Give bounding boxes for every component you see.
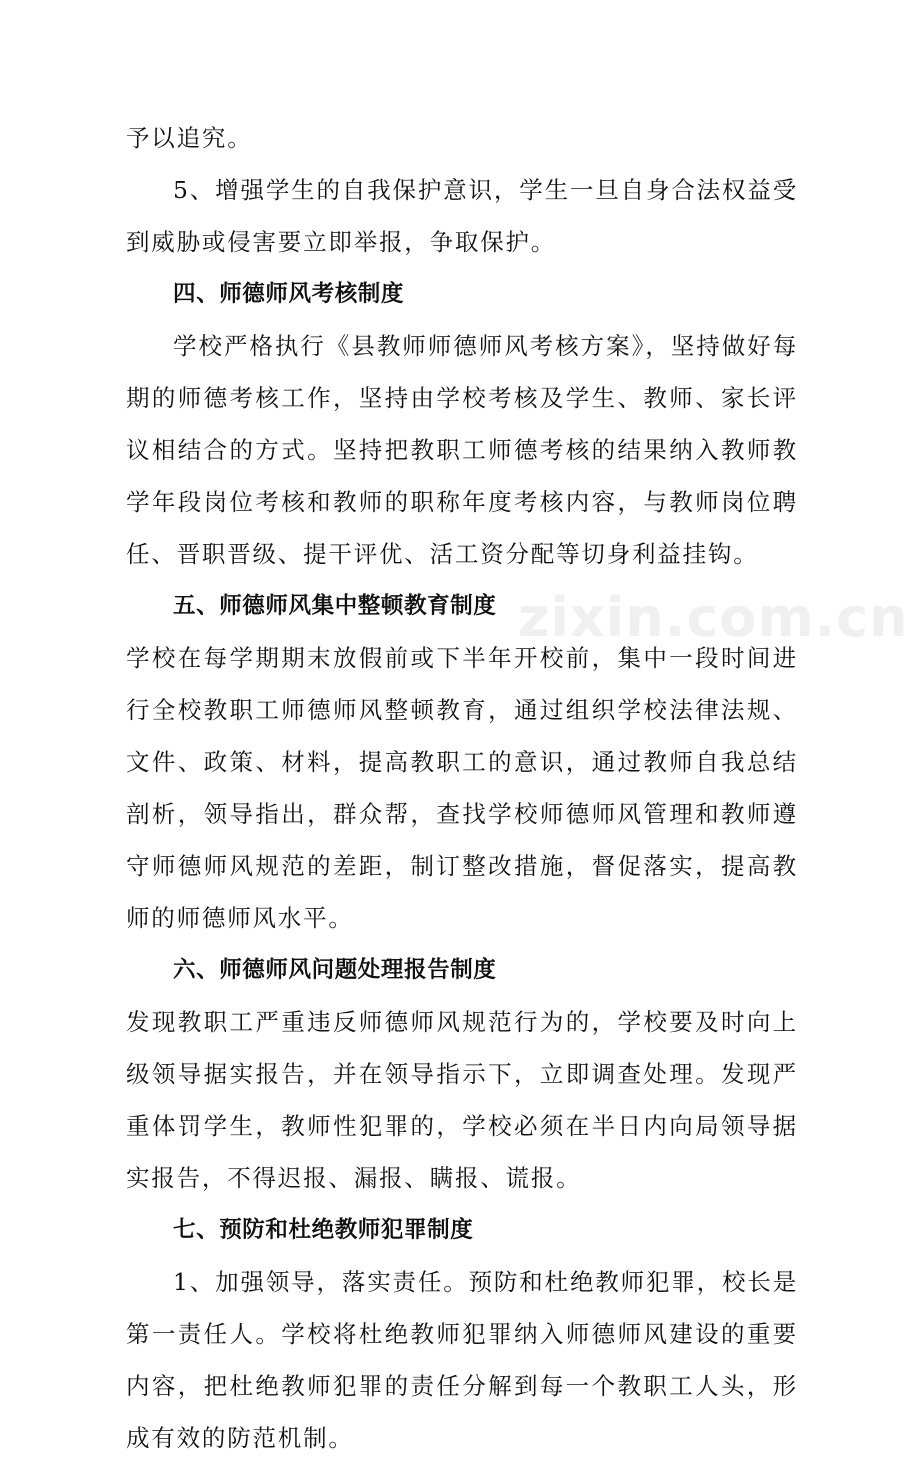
paragraph-continuation: 予以追究。 — [126, 124, 253, 152]
paragraph-self-protection: 5、增强学生的自我保护意识，学生一旦自身合法权益受到威胁或侵害要立即举报，争取保护。 — [126, 176, 798, 256]
paragraph-reporting: 发现教职工严重违反师德师风规范行为的，学校要及时向上级领导据实报告，并在领导指示下，立即调查处理。发现严重体罚学生，教师性犯罪的，学校必须在半日内向局领导据实报告，不得迟报、漏报、瞒报、谎报。 — [126, 1008, 798, 1192]
section-heading-4: 四、师德师风考核制度 — [173, 281, 405, 307]
section-heading-6: 六、师德师风问题处理报告制度 — [173, 957, 497, 983]
section-heading-5: 五、师德师风集中整顿教育制度 — [173, 593, 497, 619]
paragraph-prevention: 1、加强领导，落实责任。预防和杜绝教师犯罪，校长是第一责任人。学校将杜绝教师犯罪纳入师德师风建设的重要内容，把杜绝教师犯罪的责任分解到每一个教职工人头，形成有效的防范机制。 — [126, 1268, 798, 1452]
site-watermark: zixin.com.cn — [518, 586, 909, 649]
document-body — [126, 112, 798, 1464]
paragraph-rectification: 学校在每学期期末放假前或下半年开校前，集中一段时间进行全校教职工师德师风整顿教育，通过组织学校法律法规、文件、政策、材料，提高教职工的意识，通过教师自我总结剖析，领导指出，群众帮，查找学校师德师风管理和教师遵守师德师风规范的差距，制订整改措施，督促落实，提高教师的师德师风水平。 — [126, 644, 798, 932]
paragraph-assessment: 学校严格执行《县教师师德师风考核方案》，坚持做好每期的师德考核工作，坚持由学校考核及学生、教师、家长评议相结合的方式。坚持把教职工师德考核的结果纳入教师教学年段岗位考核和教师的职称年度考核内容，与教师岗位聘任、晋职晋级、提干评优、活工资分配等切身利益挂钩。 — [126, 332, 798, 568]
section-heading-7: 七、预防和杜绝教师犯罪制度 — [173, 1217, 474, 1243]
